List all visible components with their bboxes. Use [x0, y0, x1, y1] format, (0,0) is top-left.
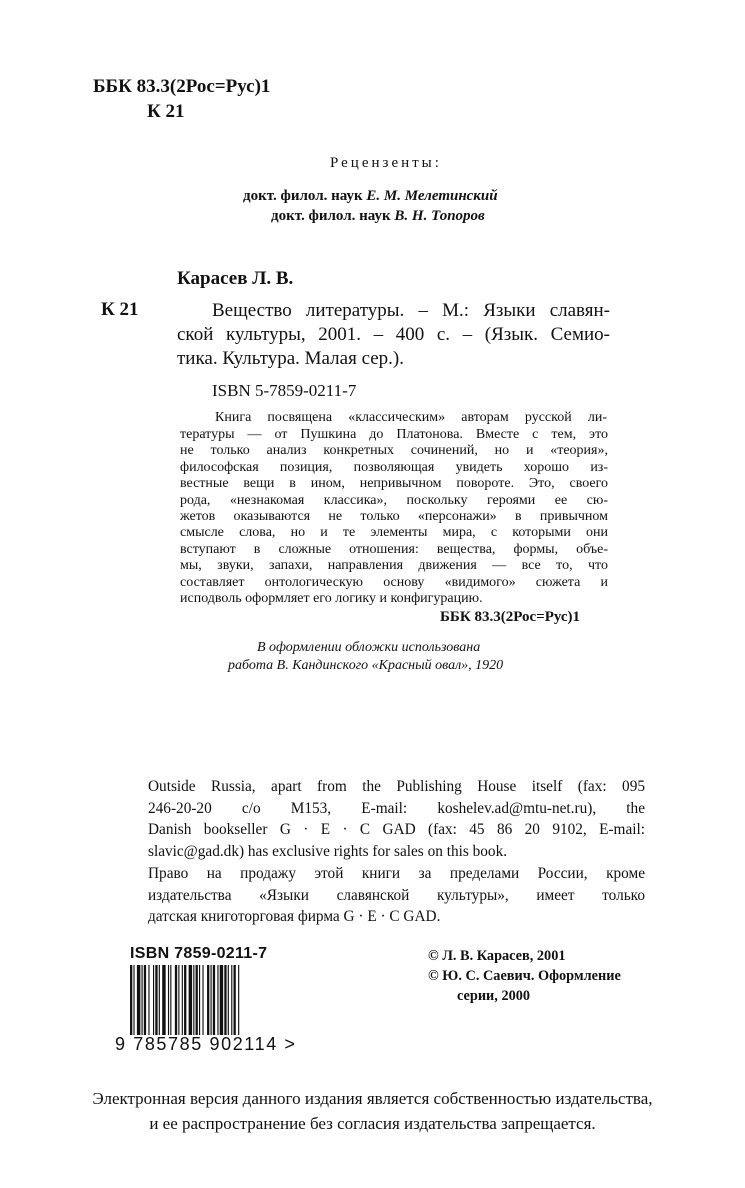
reviewer-2-degree: докт. филол. наук: [271, 208, 391, 224]
barcode-bar: [182, 965, 183, 1035]
reviewer-1-name: Е. М. Мелетинский: [366, 188, 498, 204]
bibliography-line-2: ской культуры, 2001. – 400 с. – (Язык. Семио-: [177, 324, 610, 345]
barcode-bar: [220, 965, 223, 1035]
barcode-bar: [130, 965, 132, 1035]
barcode-bar: [224, 965, 226, 1035]
barcode-bar: [189, 965, 192, 1035]
rights-line: датская книготорговая фирма G · E · C GAD.: [148, 908, 441, 925]
abstract-line: не только анализ конкретных сочинений, но и «теория»,: [180, 443, 608, 459]
barcode-bar: [153, 965, 154, 1035]
abstract-line: рода, «незнакомая классика», поскольку героями ее сю-: [180, 492, 608, 508]
rights-line: издательства «Языки славянской культуры», имеет только: [148, 886, 645, 904]
abstract-body: [180, 427, 608, 607]
book-author: Карасев Л. В.: [177, 268, 294, 289]
barcode-bar: [148, 965, 149, 1035]
outside-russia-line: Danish bookseller G · E · C GAD (fax: 45 86 20 9102, E-mail:: [148, 821, 645, 838]
abstract-bbk: ББК 83.3(2Рос=Рус)1: [440, 609, 581, 625]
abstract-line: мы, звуки, запахи, направления движения — все то, что: [180, 558, 608, 574]
cover-note-line-2: работа В. Кандинского «Красный овал», 1920: [228, 658, 504, 673]
barcode-bar: [162, 965, 165, 1035]
barcode-bar: [234, 965, 236, 1035]
copyright-line-3: серии, 2000: [457, 988, 531, 1004]
barcode-bar: [207, 965, 209, 1035]
barcode-bar: [193, 965, 194, 1035]
reviewer-1-degree: докт. филол. наук: [243, 188, 363, 204]
outside-russia-line: 246-20-20 c/o M153, E-mail: koshelev.ad@mtu-net.ru), the: [148, 799, 645, 817]
abstract-line: вступают в сложные отношения: вещества, формы, объе-: [180, 541, 608, 557]
barcode-bar: [144, 965, 146, 1035]
barcode-bar: [217, 965, 218, 1035]
barcode-bar: [202, 965, 203, 1035]
reviewer-2: [271, 208, 485, 225]
barcode-bar: [133, 965, 134, 1035]
outside-russia-text: [148, 776, 645, 862]
author-mark: К 21: [147, 101, 185, 122]
barcode-bar: [213, 965, 215, 1035]
bbk-code: ББК 83.3(2Рос=Рус)1: [93, 76, 271, 97]
barcode-bar: [211, 965, 212, 1035]
barcode-bar: [170, 965, 171, 1035]
barcode-bar: [199, 965, 200, 1035]
abstract-line: вестные вещи в ином, непривычном повороте. Это, своего: [180, 476, 608, 492]
rights-line: Право на продажу этой книги за пределами России, кроме: [148, 865, 645, 882]
barcode-bar: [159, 965, 160, 1035]
barcode-bar: [175, 965, 177, 1035]
barcode-bar: [168, 965, 169, 1035]
copyright-line-2: © Ю. С. Саевич. Оформление: [428, 968, 621, 984]
barcode-bar: [238, 965, 239, 1035]
abstract-line: философская позиция, позволяющая увидеть хорошо из-: [180, 459, 608, 475]
barcode-bar: [231, 965, 232, 1035]
abstract-line: Книга посвящена «классическим» авторам русской ли-: [215, 410, 607, 425]
barcode-bar: [184, 965, 186, 1035]
barcode-isbn-label: ISBN 7859-0211-7: [130, 945, 268, 962]
barcode-bar: [137, 965, 140, 1035]
abstract-line: исподволь оформляет его логику и конфигурацию.: [180, 591, 483, 607]
barcode-bar: [142, 965, 143, 1035]
abstract-line: жетов оказываются не только «персонажи» в привычном: [180, 509, 608, 525]
abstract: [215, 410, 607, 426]
cover-note-line-1: В оформлении обложки использована: [257, 640, 481, 655]
outside-russia-line: Outside Russia, apart from the Publishing House itself (fax: 095: [148, 778, 645, 795]
rights-text: [148, 863, 645, 928]
reviewer-1: [243, 188, 498, 205]
bibliography-line-3: тика. Культура. Малая сер.).: [177, 348, 404, 369]
electronic-notice-line-2: и ее распространение без согласия издательства запрещается.: [149, 1114, 596, 1133]
isbn: ISBN 5-7859-0211-7: [212, 381, 357, 400]
abstract-line: тературы — от Пушкина до Платонова. Вместе с тем, это: [180, 427, 608, 442]
barcode-bar: [196, 965, 198, 1035]
reviewers-heading: Рецензенты:: [330, 155, 442, 171]
barcode-bar: [228, 965, 229, 1035]
bibliography-mark: К 21: [101, 299, 139, 320]
bibliography-line-1: Вещество литературы. – М.: Языки славян-: [212, 300, 610, 321]
barcode-digits: 9 785785 902114 >: [115, 1034, 297, 1054]
electronic-notice-line-1: Электронная версия данного издания является собственностью издательства,: [92, 1089, 653, 1108]
abstract-line: смысле слова, но и те элементы мира, с которыми они: [180, 525, 608, 541]
copyright-line-1: © Л. В. Карасев, 2001: [428, 948, 566, 964]
reviewer-2-name: В. Н. Топоров: [394, 208, 485, 224]
barcode-bar: [178, 965, 179, 1035]
outside-russia-line: slavic@gad.dk) has exclusive rights for sales on this book.: [148, 842, 508, 860]
barcode-image: [128, 965, 276, 1035]
barcode-bar: [155, 965, 157, 1035]
abstract-line: составляет онтологическую основу «видимого» сюжета и: [180, 574, 608, 590]
